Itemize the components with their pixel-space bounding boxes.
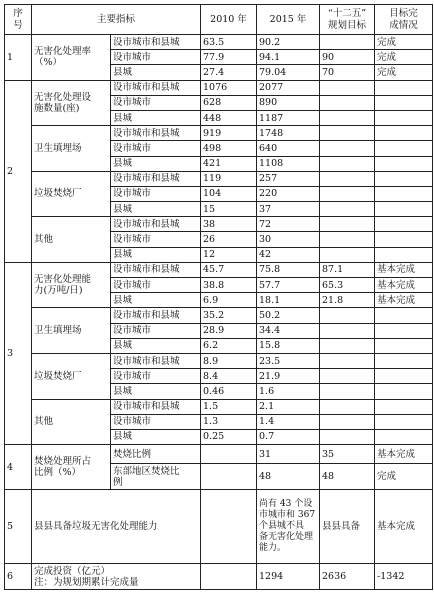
target-value xyxy=(320,217,375,232)
target-value xyxy=(320,95,375,110)
value-2015: 23.5 xyxy=(257,353,320,368)
table-row xyxy=(5,399,433,414)
category-cell: 设市城市和县城 xyxy=(111,399,201,414)
subcategory-cell: 其他 xyxy=(32,217,111,263)
status-value xyxy=(375,171,433,186)
value-2015: 31 xyxy=(257,445,320,464)
category-cell: 县城 xyxy=(111,247,201,262)
value-2010 xyxy=(201,464,257,490)
target-value xyxy=(320,429,375,444)
value-2010: 8.4 xyxy=(201,369,257,384)
category-cell: 县城 xyxy=(111,384,201,399)
status-value xyxy=(375,202,433,217)
target-value xyxy=(320,156,375,171)
category-cell: 东部地区焚烧比 例 xyxy=(111,464,201,490)
target-value: 35 xyxy=(320,445,375,464)
status-value xyxy=(375,80,433,95)
table-row xyxy=(5,126,433,141)
value-2015: 1294 xyxy=(257,564,320,590)
value-2010: 15 xyxy=(201,202,257,217)
target-value xyxy=(320,35,375,50)
table-row xyxy=(5,80,433,95)
table-row xyxy=(5,171,433,186)
status-value: 基本完成 xyxy=(375,278,433,293)
value-2010: 26 xyxy=(201,232,257,247)
value-2010: 1076 xyxy=(201,80,257,95)
category-cell: 焚烧比例 xyxy=(111,445,201,464)
status-value xyxy=(375,110,433,125)
value-2015: 220 xyxy=(257,186,320,201)
status-value xyxy=(375,399,433,414)
statistics-table xyxy=(4,4,433,590)
subcategory-cell: 其他 xyxy=(32,399,111,445)
category-cell: 县城 xyxy=(111,293,201,308)
row-seq: 3 xyxy=(5,262,32,444)
subcategory-cell: 卫生填埋场 xyxy=(32,126,111,172)
category-cell: 设市城市和县城 xyxy=(111,353,201,368)
category-cell: 县城 xyxy=(111,156,201,171)
table-row xyxy=(5,308,433,323)
category-cell: 设市城市和县城 xyxy=(111,262,201,277)
status-value: 基本完成 xyxy=(375,293,433,308)
value-2010: 12 xyxy=(201,247,257,262)
value-2015: 37 xyxy=(257,202,320,217)
target-value xyxy=(320,308,375,323)
value-2015: 42 xyxy=(257,247,320,262)
status-value: 完成 xyxy=(375,50,433,65)
value-2015: 79.04 xyxy=(257,65,320,80)
value-2010: 45.7 xyxy=(201,262,257,277)
table-row xyxy=(5,262,433,277)
subcategory-cell: 垃圾焚烧厂 xyxy=(32,353,111,399)
target-value: 65.3 xyxy=(320,278,375,293)
status-value xyxy=(375,217,433,232)
value-2010: 35.2 xyxy=(201,308,257,323)
target-value xyxy=(320,186,375,201)
header-2015: 2015 年 xyxy=(257,5,320,35)
value-2015: 94.1 xyxy=(257,50,320,65)
value-2015: 257 xyxy=(257,171,320,186)
status-value: 完成 xyxy=(375,464,433,490)
value-2015: 75.8 xyxy=(257,262,320,277)
table-row xyxy=(5,217,433,232)
indicator-cell: 无害化处理能 力(万吨/日) xyxy=(32,262,111,308)
value-2010: 1.5 xyxy=(201,399,257,414)
value-2010: 0.46 xyxy=(201,384,257,399)
value-2010: 104 xyxy=(201,186,257,201)
category-cell: 设市城市和县城 xyxy=(111,35,201,50)
value-2015: 1187 xyxy=(257,110,320,125)
category-cell: 设市城市 xyxy=(111,186,201,201)
indicator-cell: 焚烧处理所占 比例（%） xyxy=(32,445,111,490)
target-value xyxy=(320,80,375,95)
status-value: 完成 xyxy=(375,35,433,50)
row-seq: 6 xyxy=(5,564,32,590)
target-value xyxy=(320,247,375,262)
table-row xyxy=(5,35,433,50)
table-row xyxy=(5,353,433,368)
value-2010: 6.2 xyxy=(201,338,257,353)
value-2015: 50.2 xyxy=(257,308,320,323)
table-row xyxy=(5,490,433,564)
value-2015: 640 xyxy=(257,141,320,156)
value-2010: 6.9 xyxy=(201,293,257,308)
target-value xyxy=(320,141,375,156)
target-value xyxy=(320,126,375,141)
target-value: 48 xyxy=(320,464,375,490)
category-cell: 设市城市 xyxy=(111,232,201,247)
value-2015: 90.2 xyxy=(257,35,320,50)
category-cell: 县城 xyxy=(111,338,201,353)
status-value: 基本完成 xyxy=(375,490,433,564)
category-cell: 县城 xyxy=(111,65,201,80)
category-cell: 设市城市和县城 xyxy=(111,217,201,232)
status-value: 完成 xyxy=(375,65,433,80)
value-2015: 尚有 43 个设 市城市和 367 个县城不具 备无害化处理 能力。 xyxy=(257,490,320,564)
target-value xyxy=(320,171,375,186)
row-seq: 5 xyxy=(5,490,32,564)
value-2015: 72 xyxy=(257,217,320,232)
target-value xyxy=(320,202,375,217)
table-row xyxy=(5,564,433,590)
indicator-cell: 无害化处理率 （%） xyxy=(32,35,111,81)
category-cell: 设市城市和县城 xyxy=(111,80,201,95)
status-value xyxy=(375,95,433,110)
header-indicator: 主要指标 xyxy=(32,5,201,35)
value-2010 xyxy=(201,445,257,464)
target-value xyxy=(320,384,375,399)
category-cell: 设市城市和县城 xyxy=(111,308,201,323)
value-2010: 919 xyxy=(201,126,257,141)
target-value: 70 xyxy=(320,65,375,80)
value-2010: 1.3 xyxy=(201,414,257,429)
value-2010: 63.5 xyxy=(201,35,257,50)
row-seq: 2 xyxy=(5,80,32,262)
header-2010: 2010 年 xyxy=(201,5,257,35)
target-value xyxy=(320,353,375,368)
value-2015: 34.4 xyxy=(257,323,320,338)
target-value xyxy=(320,323,375,338)
value-2010 xyxy=(201,490,257,564)
category-cell: 设市城市 xyxy=(111,323,201,338)
category-cell: 设市城市 xyxy=(111,95,201,110)
table-row xyxy=(5,445,433,464)
value-2015: 0.7 xyxy=(257,429,320,444)
status-value xyxy=(375,338,433,353)
value-2015: 1748 xyxy=(257,126,320,141)
status-value xyxy=(375,126,433,141)
status-value xyxy=(375,247,433,262)
status-value xyxy=(375,414,433,429)
value-2010: 0.25 xyxy=(201,429,257,444)
status-value xyxy=(375,323,433,338)
status-value xyxy=(375,156,433,171)
status-value xyxy=(375,429,433,444)
header-seq: 序 号 xyxy=(5,5,32,35)
value-2010 xyxy=(201,564,257,590)
indicator-cell: 县县具备垃圾无害化处理能力 xyxy=(32,490,201,564)
row-seq: 4 xyxy=(5,445,32,490)
value-2010: 498 xyxy=(201,141,257,156)
value-2015: 2077 xyxy=(257,80,320,95)
value-2010: 421 xyxy=(201,156,257,171)
target-value: 县县具备 xyxy=(320,490,375,564)
value-2015: 18.1 xyxy=(257,293,320,308)
category-cell: 县城 xyxy=(111,202,201,217)
target-value: 87.1 xyxy=(320,262,375,277)
target-value: 90 xyxy=(320,50,375,65)
status-value: -1342 xyxy=(375,564,433,590)
value-2010: 77.9 xyxy=(201,50,257,65)
value-2010: 628 xyxy=(201,95,257,110)
target-value: 2636 xyxy=(320,564,375,590)
status-value xyxy=(375,384,433,399)
value-2015: 15.8 xyxy=(257,338,320,353)
category-cell: 设市城市 xyxy=(111,369,201,384)
value-2010: 38.8 xyxy=(201,278,257,293)
status-value xyxy=(375,232,433,247)
subcategory-cell: 卫生填埋场 xyxy=(32,308,111,354)
indicator-cell: 无害化处理设 施数量(座) xyxy=(32,80,111,126)
target-value xyxy=(320,399,375,414)
category-cell: 设市城市 xyxy=(111,278,201,293)
value-2015: 30 xyxy=(257,232,320,247)
value-2010: 119 xyxy=(201,171,257,186)
value-2015: 890 xyxy=(257,95,320,110)
value-2010: 8.9 xyxy=(201,353,257,368)
category-cell: 设市城市和县城 xyxy=(111,171,201,186)
value-2010: 448 xyxy=(201,110,257,125)
indicator-cell: 完成投资（亿元） 注：为规划期累计完成量 xyxy=(32,564,201,590)
value-2010: 38 xyxy=(201,217,257,232)
row-seq: 1 xyxy=(5,35,32,81)
category-cell: 设市城市 xyxy=(111,50,201,65)
value-2015: 21.9 xyxy=(257,369,320,384)
value-2015: 57.7 xyxy=(257,278,320,293)
target-value xyxy=(320,369,375,384)
category-cell: 县城 xyxy=(111,110,201,125)
value-2015: 2.1 xyxy=(257,399,320,414)
target-value: 21.8 xyxy=(320,293,375,308)
header-target: “十二五” 规划目标 xyxy=(320,5,375,35)
status-value xyxy=(375,141,433,156)
value-2015: 1108 xyxy=(257,156,320,171)
status-value xyxy=(375,186,433,201)
status-value: 基本完成 xyxy=(375,262,433,277)
category-cell: 设市城市和县城 xyxy=(111,126,201,141)
value-2010: 28.9 xyxy=(201,323,257,338)
header-status: 目标完 成情况 xyxy=(375,5,433,35)
status-value: 基本完成 xyxy=(375,445,433,464)
target-value xyxy=(320,110,375,125)
category-cell: 设市城市 xyxy=(111,141,201,156)
value-2015: 1.4 xyxy=(257,414,320,429)
value-2015: 48 xyxy=(257,464,320,490)
status-value xyxy=(375,353,433,368)
status-value xyxy=(375,369,433,384)
category-cell: 县城 xyxy=(111,429,201,444)
target-value xyxy=(320,232,375,247)
subcategory-cell: 垃圾焚烧厂 xyxy=(32,171,111,217)
target-value xyxy=(320,338,375,353)
category-cell: 设市城市 xyxy=(111,414,201,429)
target-value xyxy=(320,414,375,429)
value-2010: 27.4 xyxy=(201,65,257,80)
value-2015: 1.6 xyxy=(257,384,320,399)
status-value xyxy=(375,308,433,323)
